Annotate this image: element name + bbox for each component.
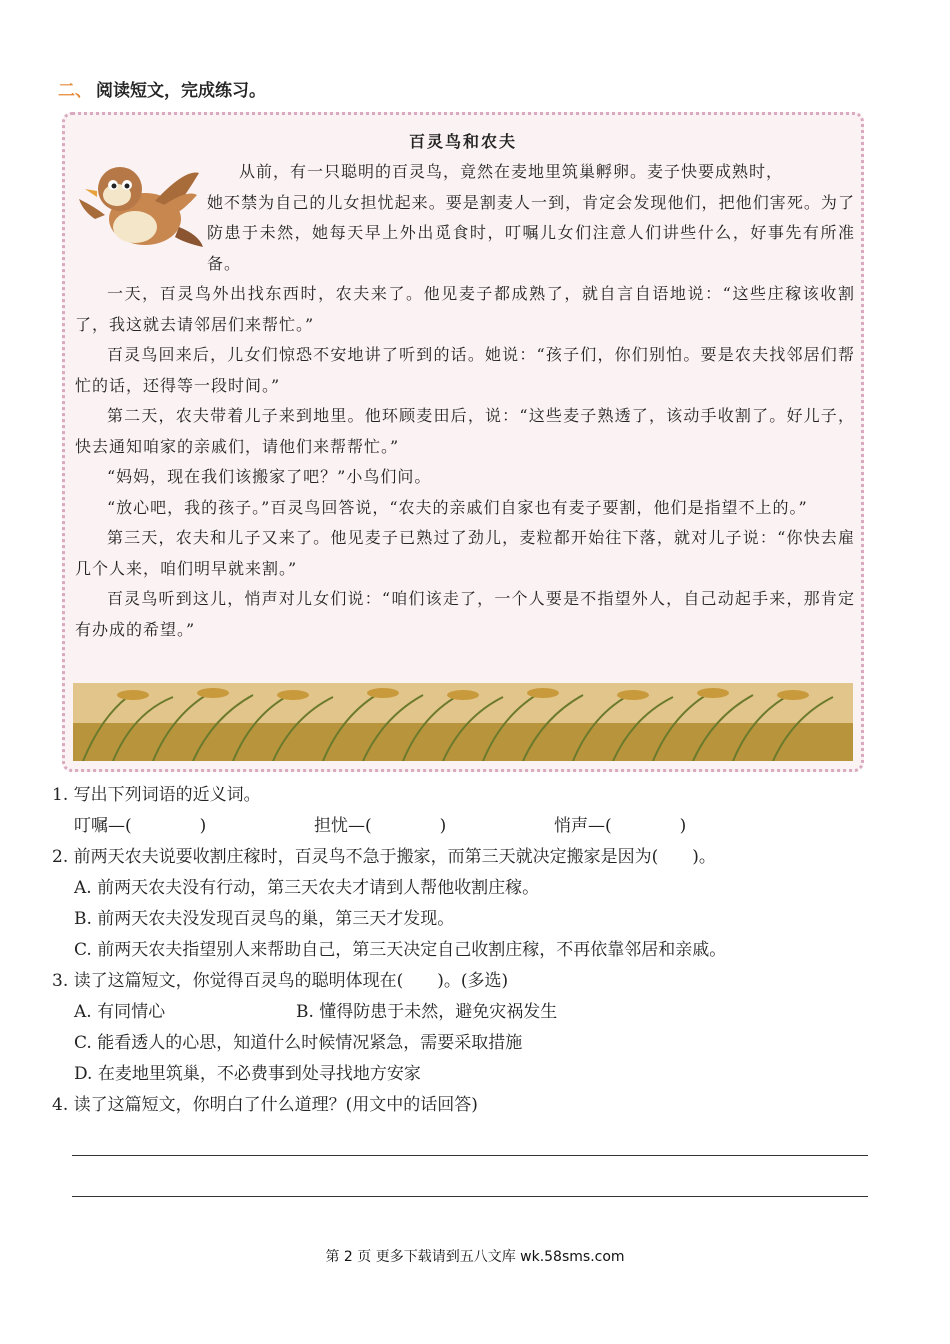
question-1: 1. 写出下列词语的近义词。	[52, 785, 261, 805]
answer-line[interactable]	[72, 1196, 868, 1197]
questions-section	[52, 780, 872, 1121]
passage-paragraph: 第二天，农夫带着儿子来到地里。他环顾麦田后，说：“这些麦子熟透了，该动手收割了。好儿子，快去通知咱家的亲戚们，请他们来帮帮忙。”	[75, 406, 855, 456]
question-3-option[interactable]: D. 在麦地里筑巢，不必费事到处寻找地方安家	[74, 1064, 421, 1084]
page-footer: 第 2 页 更多下载请到五八文库 wk.58sms.com	[325, 1249, 625, 1265]
section-heading	[58, 76, 266, 101]
passage-title: 百灵鸟和农夫	[408, 132, 517, 151]
question-1-items	[52, 811, 872, 842]
passage-text	[75, 157, 855, 645]
passage-paragraph: 百灵鸟回来后，儿女们惊恐不安地讲了听到的话。她说：“孩子们，你们别怕。要是农夫找邻居们帮忙的话，还得等一段时间。”	[75, 345, 855, 395]
question-3-option[interactable]: B. 懂得防患于未然，避免灾祸发生	[296, 1002, 558, 1022]
synonym-blank[interactable]: 叮嘱—( )	[74, 816, 207, 836]
section-title: 阅读短文，完成练习。	[96, 81, 266, 101]
question-2-option[interactable]: B. 前两天农夫没发现百灵鸟的巢，第三天才发现。	[74, 909, 455, 929]
question-3-option[interactable]: C. 能看透人的心思，知道什么时候情况紧急，需要采取措施	[74, 1033, 523, 1053]
question-3-option[interactable]: A. 有同情心	[74, 1002, 166, 1022]
synonym-blank[interactable]: 悄声—( )	[554, 816, 687, 836]
question-4: 4. 读了这篇短文，你明白了什么道理？(用文中的话回答)	[52, 1095, 478, 1115]
passage-paragraph: 百灵鸟听到这儿，悄声对儿女们说：“咱们该走了，一个人要是不指望外人，自己动起手来，那肯定有办成的希望。”	[75, 589, 855, 639]
question-2-option[interactable]: C. 前两天农夫指望别人来帮助自己，第三天决定自己收割庄稼，不再依靠邻居和亲戚。	[74, 940, 727, 960]
passage-paragraph: 她不禁为自己的儿女担忧起来。要是割麦人一到，肯定会发现他们，把他们害死。为了防患于未然，她每天早上外出觅食时，叮嘱儿女们注意人们讲些什么，好事先有所准备。	[207, 192, 855, 273]
synonym-blank[interactable]: 担忧—( )	[314, 816, 447, 836]
passage-paragraph: “放心吧，我的孩子。”百灵鸟回答说，“农夫的亲戚们自家也有麦子要割，他们是指望不上的。”	[107, 497, 808, 517]
passage-paragraph: 一天，百灵鸟外出找东西时，农夫来了。他见麦子都成熟了，就自言自语地说：“这些庄稼该收割了，我这就去请邻居们来帮忙。”	[75, 284, 855, 334]
passage-paragraph: “妈妈，现在我们该搬家了吧？”小鸟们问。	[107, 467, 432, 486]
question-3-options-row	[52, 997, 872, 1028]
section-number: 二、	[58, 81, 92, 101]
reading-passage-box	[62, 112, 864, 772]
wheat-field-illustration	[73, 683, 853, 761]
passage-paragraph: 从前，有一只聪明的百灵鸟，竟然在麦地里筑巢孵卵。麦子快要成熟时，	[239, 162, 784, 181]
answer-line[interactable]	[72, 1155, 868, 1156]
question-3: 3. 读了这篇短文，你觉得百灵鸟的聪明体现在( )。(多选)	[52, 971, 509, 991]
question-2-option[interactable]: A. 前两天农夫没有行动，第三天农夫才请到人帮他收割庄稼。	[74, 878, 540, 898]
question-2: 2. 前两天农夫说要收割庄稼时，百灵鸟不急于搬家，而第三天就决定搬家是因为( )。	[52, 847, 716, 867]
passage-paragraph: 第三天，农夫和儿子又来了。他见麦子已熟过了劲儿，麦粒都开始往下落，就对儿子说：“你快去雇几个人来，咱们明早就来割。”	[75, 528, 855, 578]
